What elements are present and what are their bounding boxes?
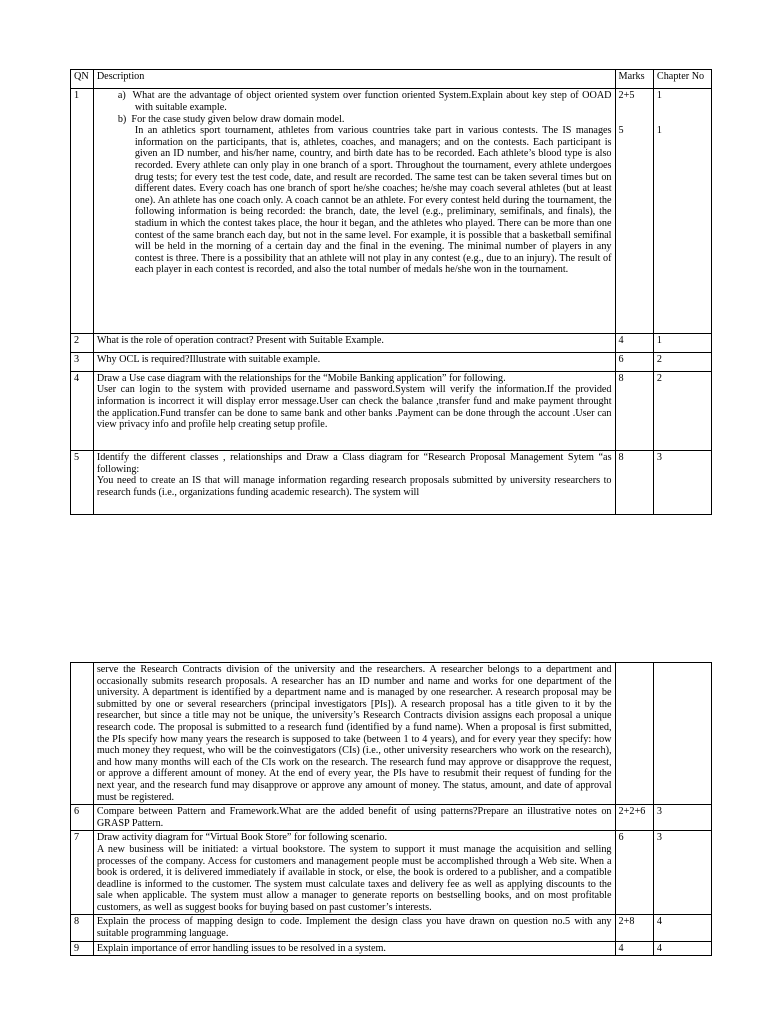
table-row (71, 333, 712, 352)
question-body: User can login to the system with provided username and password.System will verify the information.If the provided information is incorrect it will display error message.User can check the balance ,transfer fund and make payment throught the application.Fund transfer can be done to same bank and other banks .Payment can be done through the account .User can view privacy info and profile help creating setup profile. (96, 384, 612, 431)
marks-cell (615, 89, 653, 334)
chapter-cell: 3 (653, 805, 711, 831)
chapter-cell: 2 (653, 352, 711, 371)
chapter-cell: 3 (653, 831, 711, 915)
chapter-a: 1 (656, 90, 662, 102)
table-row (71, 941, 712, 956)
header-chapter-no: Chapter No (653, 70, 711, 89)
qn-cell: 4 (71, 371, 94, 450)
question-table-page-2 (70, 662, 712, 956)
table-row (71, 831, 712, 915)
chapter-cell (653, 663, 711, 805)
marks-cell (615, 663, 653, 805)
marks-cell: 2+8 (615, 915, 653, 941)
marks-cell: 6 (615, 831, 653, 915)
table-row (71, 371, 712, 450)
marks-cell: 4 (615, 941, 653, 956)
description-cell (93, 89, 615, 334)
qn-cell: 9 (71, 941, 94, 956)
table-header-row (71, 70, 712, 89)
description-cell (93, 371, 615, 450)
marks-a: 2+5 (618, 90, 635, 102)
question-table-page-1 (70, 69, 712, 515)
table-row (71, 915, 712, 941)
sub-question-b-text: For the case study given below draw domain model. (131, 113, 345, 125)
qn-cell: 8 (71, 915, 94, 941)
description-cell: Explain importance of error handling issues to be resolved in a system. (93, 941, 615, 956)
question-body: A new business will be initiated: a virtual bookstore. The system to support it must manage the acquisition and selling processes of the company. Access for customers and management people must be accomplished through a Web site. When a book is ordered, it is delivered immediately if available in stock, or else, the book is ordered to a publisher, and a compatible deadline is informed to the customer. The system must calculate taxes and delivery fee as well as applying discounts to the sale when applicable. The system must allow a manager to generate reports on bestselling books, and on most profitable customers, as well as suggest books for buying based on past customer’s interests. (96, 843, 612, 913)
qn-cell: 3 (71, 352, 94, 371)
table-row (71, 352, 712, 371)
qn-cell: 7 (71, 831, 94, 915)
sub-question-a-text: What are the advantage of object oriented system over function oriented System.Explain about key step of OOAD with suitable example. (132, 90, 612, 114)
question-text: Draw activity diagram for “Virtual Book Store” for following scenario. (96, 832, 388, 844)
chapter-cell: 3 (653, 450, 711, 514)
description-cell: Explain the process of mapping design to code. Implement the design class you have drawn on question no.5 with any suitable programming language. (93, 915, 615, 941)
chapter-cell: 4 (653, 915, 711, 941)
qn-cell: 1 (71, 89, 94, 334)
question-text: Draw a Use case diagram with the relationships for the “Mobile Banking application” for following. (96, 372, 506, 384)
marks-cell: 4 (615, 333, 653, 352)
marks-cell: 6 (615, 352, 653, 371)
case-study-text: In an athletics sport tournament, athletes from various countries take part in various contests. The IS manages information on the participants, that is, athletes, coaches, and managers; and on the contests. Each participant is given an ID number, and his/her name, country, and birth date has to be recorded. Each athlete’s blood type is also recorded. Every athlete can only play in one branch of a sport. Throughout the tournament, every athlete undergoes drug tests; for every test the test code, date, and result are recorded. The same test can be taken several times but on different dates. Every coach has one branch of sport he/she coaches; he/she may coach several athletes (but at least one). An athlete has one coach only. A coach cannot be an athlete. For every contest held during the tournament, the following information is being recorded: the branch, date, the level (e.g., preliminary, semifinals, and finals), the stadium in which the contest takes place, the hour it began, and the athletes who played. There can be more than one contest of the same branch each day, but not in the same level. For example, it is possible that a basketball semifinal will be held in the morning of a certain day and the final in the evening. The minimal number of players in any contest is three. There is a possibility that an athlete will not play in any contest (e.g., due to an injury). The result of each player in each contest is recorded, and also the total number of medals he/she won in the tournament. (134, 125, 612, 276)
description-cell: serve the Research Contracts division of the university and the researchers. A researcher belongs to a department and occasionally submits research proposals. A researcher has an ID number and name and works for one department of the university. A department is identified by a department name and is managed by one researcher. A research proposal may be submitted by one or several researchers (principal investigators [PIs]). A research proposal has a title given to it by the researcher, but since a title may not be unique, the university’s Research Contracts division assigns each proposal a unique research code. The proposal is submitted to a research fund (identified by a fund name). When a proposal is first submitted, the PIs specify how many years the research is supposed to take (between 1 to 4 years), and for every year they specify: how much money they request, who will be the coinvestigators (CIs) (i.e., other university researchers who work on the research), and how many months will each of the CIs work on the research. The research fund may approve or disapprove the request, or approve a different amount of money. At the end of every year, the PIs have to resubmit their request of funding for the next year, and the research fund may disapprove or approve any amount of money. The status, amount, and date of approval must be registered. (93, 663, 615, 805)
question-body: You need to create an IS that will manage information regarding research proposals submitted by university researchers to research funds (i.e., organizations funding academic research). The system will (96, 475, 612, 498)
header-qn: QN (71, 70, 94, 89)
qn-cell (71, 663, 94, 805)
table-row (71, 450, 712, 514)
description-cell (93, 450, 615, 514)
chapter-cell: 1 (653, 333, 711, 352)
description-cell (93, 831, 615, 915)
description-cell: Why OCL is required?Illustrate with suitable example. (93, 352, 615, 371)
description-cell: What is the role of operation contract? Present with Suitable Example. (93, 333, 615, 352)
table-row (71, 663, 712, 805)
marks-cell: 8 (615, 371, 653, 450)
marks-cell: 8 (615, 450, 653, 514)
sub-question-b (97, 114, 612, 126)
qn-cell: 6 (71, 805, 94, 831)
qn-cell: 5 (71, 450, 94, 514)
question-text: Identify the different classes , relationships and Draw a Class diagram for “Research Proposal Management Sytem “as following: (96, 451, 612, 475)
sub-label-b: b) (117, 113, 127, 125)
marks-cell: 2+2+6 (615, 805, 653, 831)
marks-b: 5 (618, 125, 624, 137)
description-cell: Compare between Pattern and Framework.What are the added benefit of using patterns?Prepare an illustrative notes on GRASP Pattern. (93, 805, 615, 831)
sub-label-a: a) (117, 90, 126, 102)
chapter-cell (653, 89, 711, 334)
sub-question-a (97, 90, 612, 113)
chapter-b: 1 (656, 125, 662, 137)
chapter-cell: 2 (653, 371, 711, 450)
table-row (71, 805, 712, 831)
header-description: Description (93, 70, 615, 89)
qn-cell: 2 (71, 333, 94, 352)
header-marks: Marks (615, 70, 653, 89)
chapter-cell: 4 (653, 941, 711, 956)
table-row (71, 89, 712, 334)
